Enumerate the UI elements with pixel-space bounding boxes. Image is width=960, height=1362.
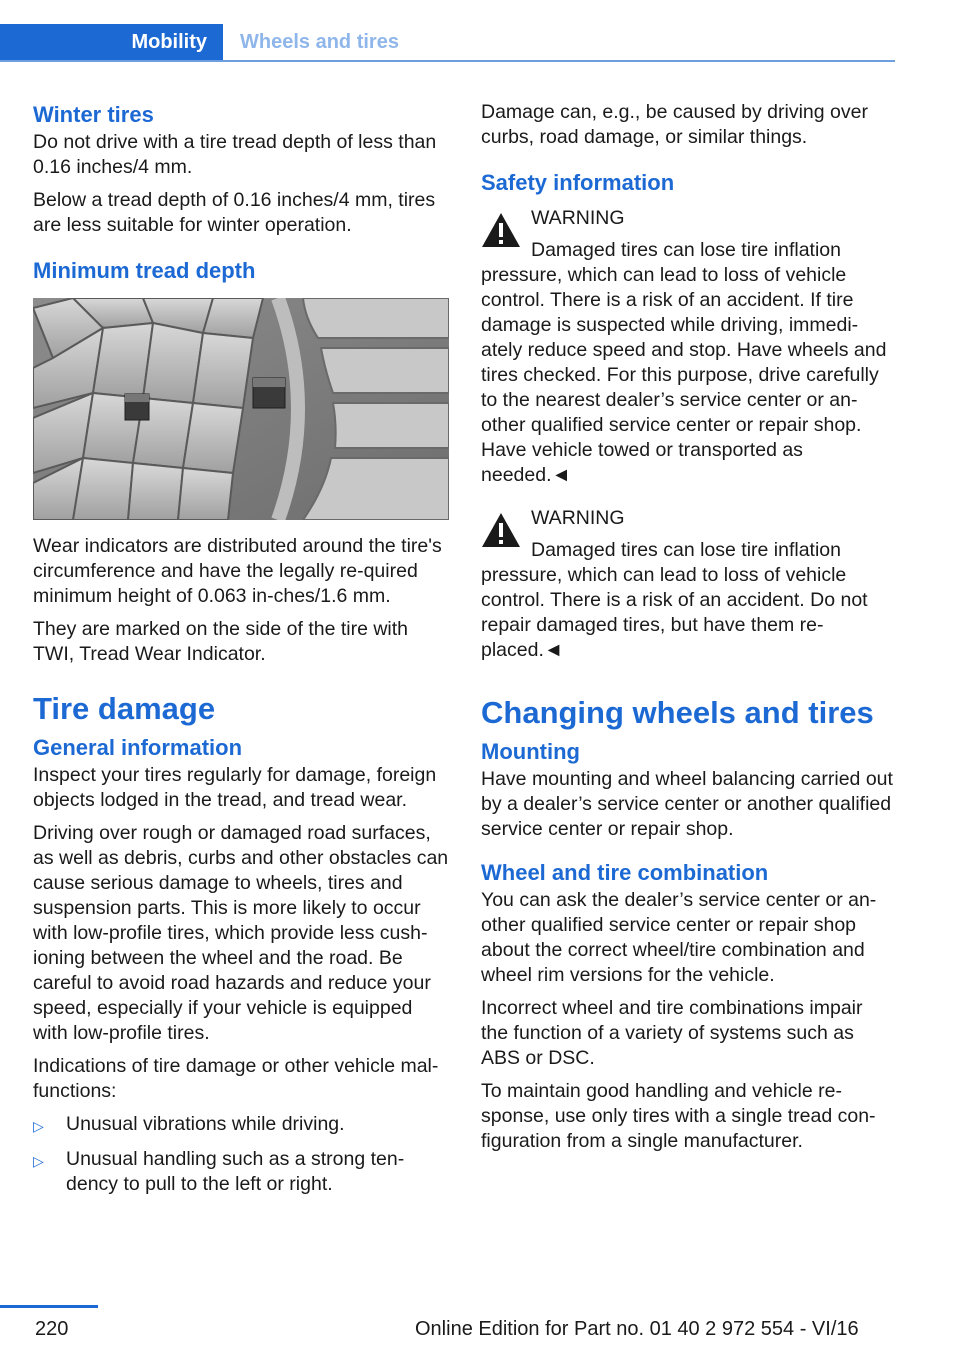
triangle-bullet-icon: ▷: [33, 1118, 44, 1134]
triangle-bullet-icon: ▷: [33, 1153, 44, 1169]
section-tab-mobility[interactable]: Mobility: [0, 24, 223, 61]
heading-wheel-and-tire-combination: Wheel and tire combination: [481, 860, 769, 885]
heading-mounting: Mounting: [481, 739, 580, 764]
right-column: [481, 100, 893, 1162]
warning-block-1: [481, 206, 893, 488]
combo-paragraph-1: You can ask the dealer’s service center or an‐other qualified service center or repair shop about the correct wheel/tire combination and wheel rim versions for the vehicle.: [481, 889, 877, 986]
footer-divider: [0, 1305, 98, 1308]
header-divider: [0, 60, 895, 62]
winter-paragraph-2: Below a tread depth of 0.16 inches/4 mm, tires are less suitable for winter operation.: [33, 189, 436, 236]
mounting-paragraph: Have mounting and wheel balancing carried out by a dealer’s service center or another qualified service center or repair shop.: [481, 768, 893, 840]
left-column: [33, 100, 449, 1205]
list-item-text: Unusual vibrations while driving.: [66, 1113, 345, 1135]
min-paragraph-2: They are marked on the side of the tire with TWI, Tread Wear Indicator.: [33, 618, 409, 665]
min-paragraph-1: Wear indicators are distributed around the tire's circumference and have the legally re‐quired minimum height of 0.063 in‐ches/1.6 mm.: [33, 535, 442, 607]
warning-block-2: [481, 506, 893, 663]
tread-wear-indicator-image: [33, 298, 449, 520]
list-item-text: Unusual handling such as a strong ten‐dency to pull to the left or right.: [66, 1148, 405, 1195]
combo-paragraph-3: To maintain good handling and vehicle re‐sponse, use only tires with a single tread con‐figuration from a single manufacturer.: [481, 1080, 876, 1152]
warning-text: Damaged tires can lose tire inflation pressure, which can lead to loss of vehicle control. There is a risk of an accident. If tire damage is suspected while driving, immedi‐ately reduce speed and stop. Have wheels and tires checked. For this purpose, drive carefully to the nearest dealer’s service center or an‐other qualified service center or repair shop. Have vehicle towed or transported as needed.◄: [481, 239, 887, 486]
heading-general-information: General information: [33, 735, 243, 760]
list-item: [33, 1147, 449, 1197]
general-paragraph-3: Indications of tire damage or other vehicle mal‐functions:: [33, 1055, 439, 1102]
warning-text: Damaged tires can lose tire inflation pressure, which can lead to loss of vehicle control. There is a risk of an accident. Do not repair damaged tires, but have them re‐placed.◄: [481, 539, 868, 661]
continued-paragraph: Damage can, e.g., be caused by driving over curbs, road damage, or similar things.: [481, 101, 868, 148]
warning-label: WARNING: [531, 507, 625, 529]
heading-tire-damage: Tire damage: [33, 691, 216, 726]
list-item: [33, 1112, 449, 1139]
heading-winter-tires: Winter tires: [33, 102, 154, 127]
heading-changing-wheels-and-tires: Changing wheels and tires: [481, 695, 874, 730]
warning-label: WARNING: [531, 207, 625, 229]
warning-triangle-icon: [481, 212, 521, 248]
general-paragraph-1: Inspect your tires regularly for damage, foreign objects lodged in the tread, and tread wear.: [33, 764, 437, 811]
section-tab-wheels-and-tires[interactable]: Wheels and tires: [240, 31, 399, 53]
edition-info: Online Edition for Part no. 01 40 2 972 554 - VI/16: [415, 1318, 859, 1340]
page-number: 220: [35, 1318, 69, 1340]
winter-paragraph-1: Do not drive with a tire tread depth of less than 0.16 inches/4 mm.: [33, 131, 437, 178]
combo-paragraph-2: Incorrect wheel and tire combinations impair the function of a variety of systems such as ABS or DSC.: [481, 997, 863, 1069]
general-paragraph-2: Driving over rough or damaged road surfaces, as well as debris, curbs and other obstacles can cause serious damage to wheels, tires and suspension parts. This is more likely to occur with low-profile tires, which provide less cush‐ioning between the wheel and the road. Be careful to avoid road hazards and reduce your speed, especially if your vehicle is equipped with low-profile tires.: [33, 822, 449, 1044]
page-header: [0, 0, 895, 62]
heading-safety-information: Safety information: [481, 170, 675, 195]
warning-triangle-icon: [481, 512, 521, 548]
heading-minimum-tread-depth: Minimum tread depth: [33, 258, 256, 283]
